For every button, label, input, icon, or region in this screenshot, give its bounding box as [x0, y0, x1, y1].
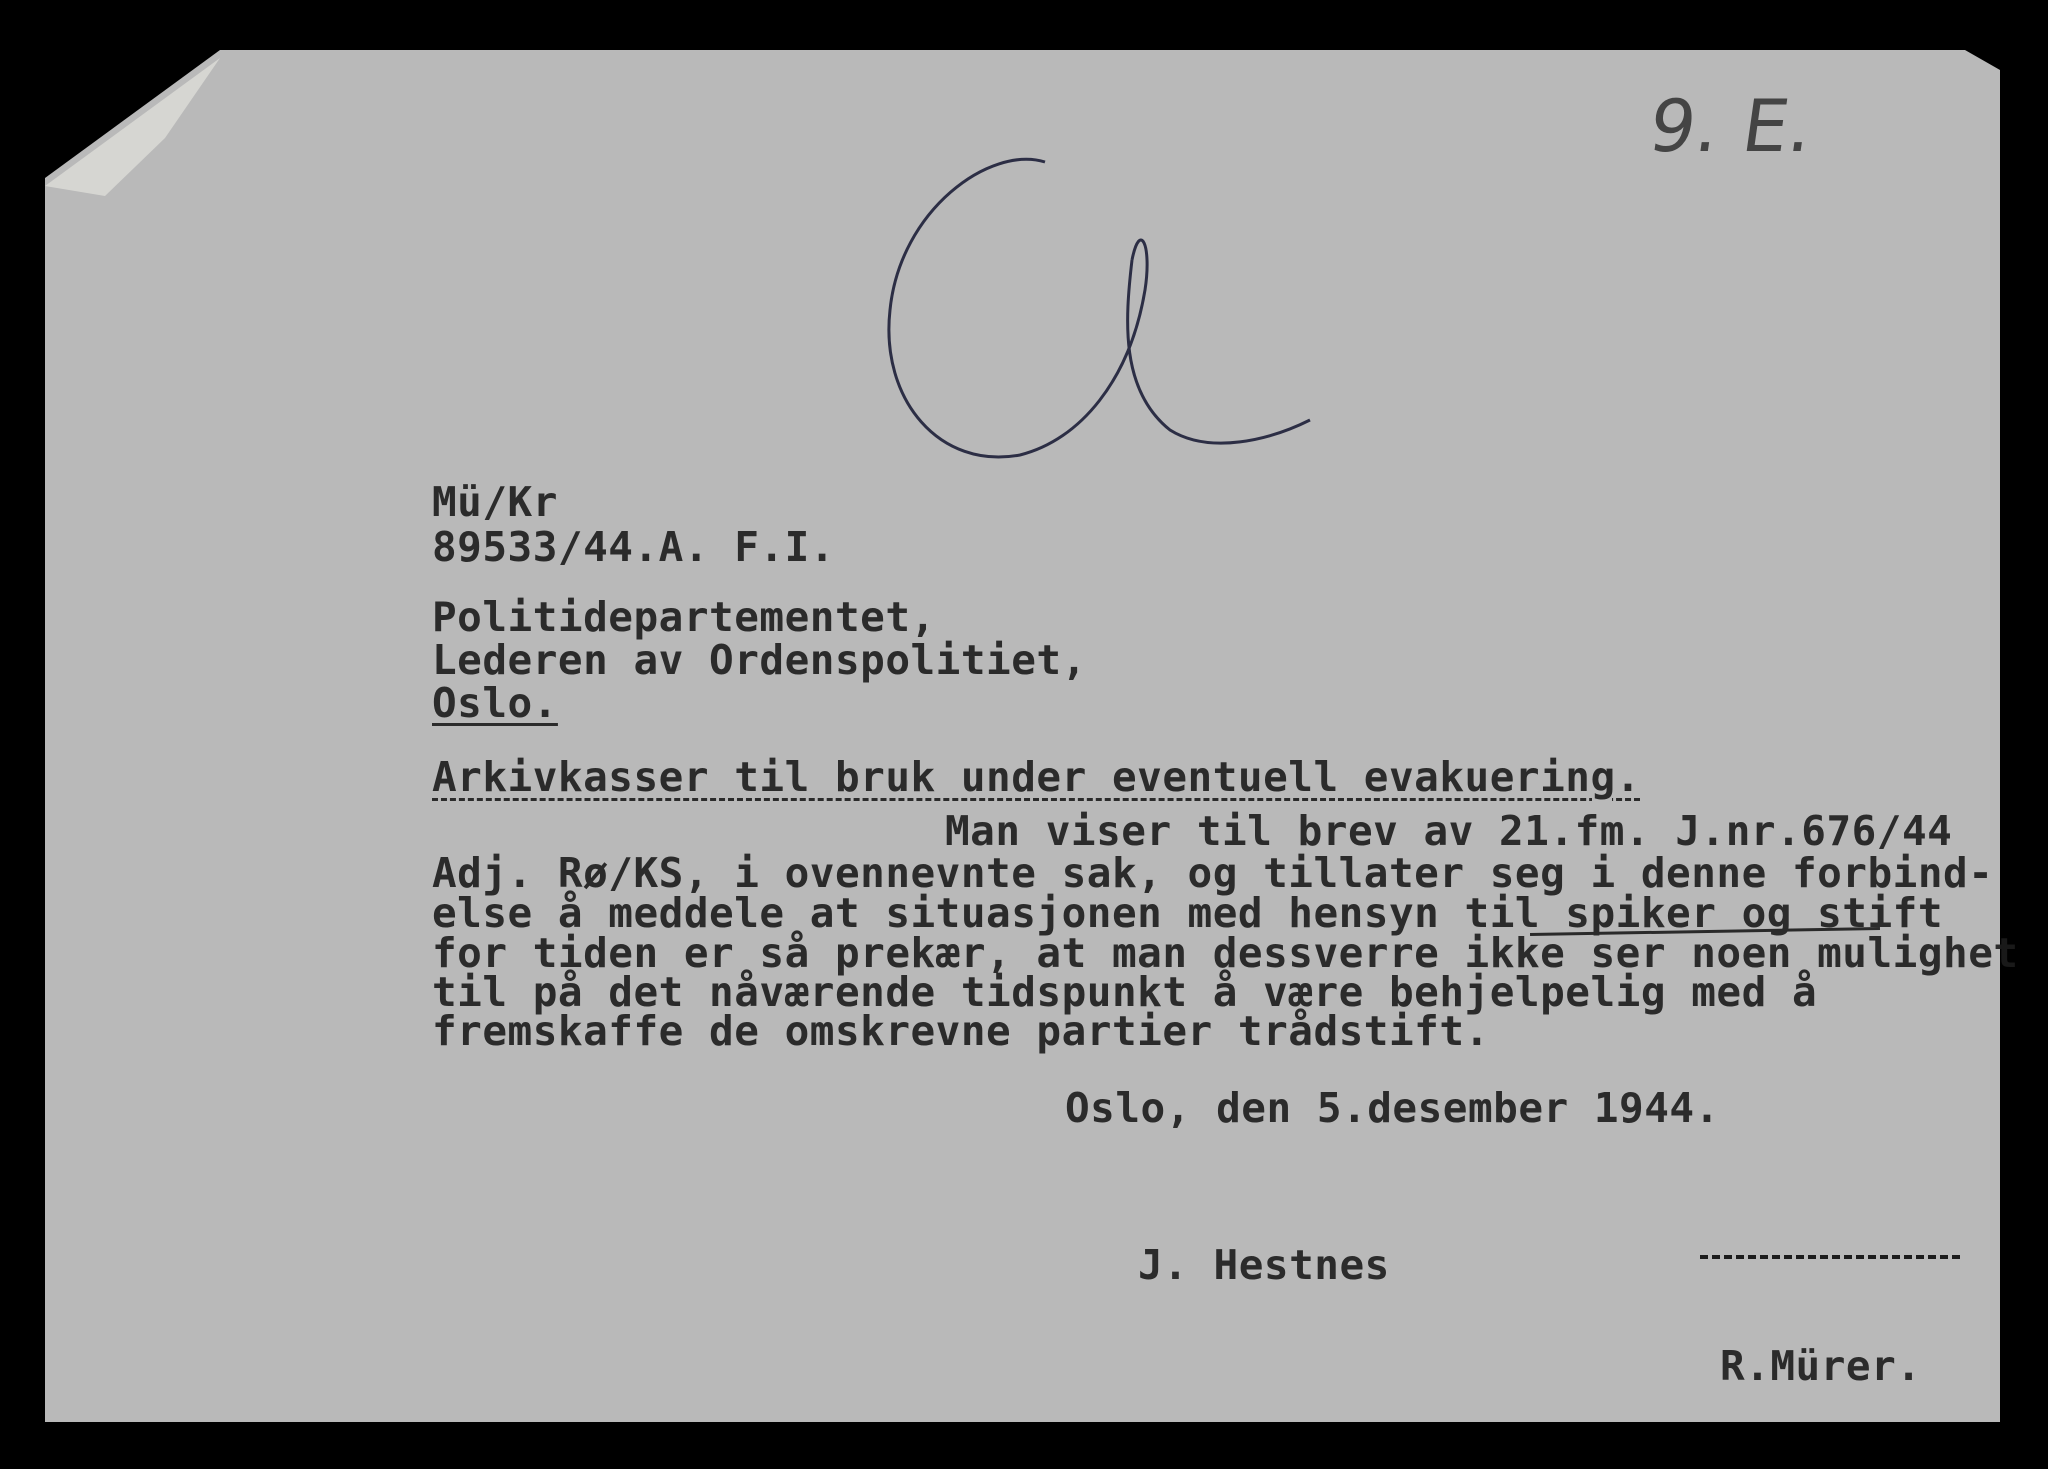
recipient-city: Oslo.	[432, 679, 558, 727]
reference-number: 89533/44.A. F.I.	[432, 523, 835, 571]
signatory-left: J. Hestnes	[1138, 1241, 1390, 1289]
handwritten-initials-signature	[870, 150, 1320, 480]
place-and-date: Oslo, den 5.desember 1944.	[1065, 1084, 1720, 1132]
reference-initials: Mü/Kr	[432, 478, 558, 526]
body-line-3: else å meddele at situasjonen med hensyn til spiker og stift	[432, 889, 1944, 937]
recipient-department: Politidepartementet,	[432, 593, 936, 641]
handwritten-corner-mark: 9. E.	[1644, 84, 1819, 168]
body-line-6: fremskaffe de omskrevne partier trådstift.	[432, 1007, 1490, 1055]
signatory-right: R.Mürer.	[1720, 1342, 1922, 1390]
recipient-title: Lederen av Ordenspolitiet,	[432, 636, 1087, 684]
body-line-1: Man viser til brev av 21.fm. J.nr.676/44	[945, 807, 1953, 855]
body-line-4: for tiden er så prekær, at man dessverre ikke ser noen mulighet	[432, 929, 2019, 977]
body-line-5: til på det nåværende tidspunkt å være behjelpelig med å	[432, 968, 1818, 1016]
signature-line	[1700, 1255, 1960, 1259]
subject-line: Arkivkasser til bruk under eventuell evakuering.	[432, 753, 1641, 801]
body-line-2: Adj. Rø/KS, i ovennevnte sak, og tillater seg i denne forbind-	[432, 849, 1994, 897]
